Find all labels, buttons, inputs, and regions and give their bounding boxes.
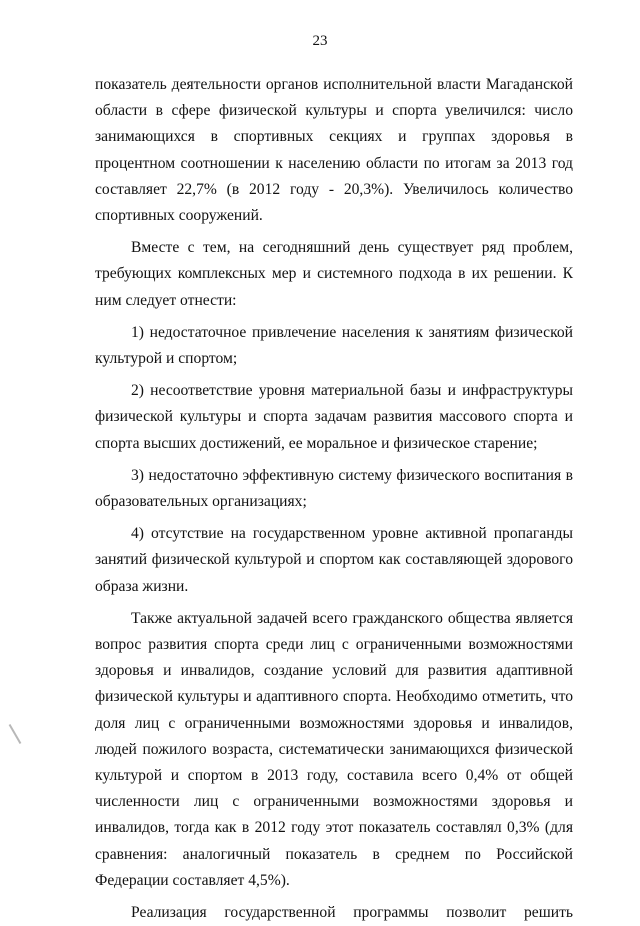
list-item-problem-2: 2) несоответствие уровня материальной базы и инфраструктуры физической культуры и спорта задачам развития массового спорта и спорта высших достижений, ее моральное и физическое старение; — [95, 382, 573, 452]
list-item-problem-1: 1) недостаточное привлечение населения к занятиям физической культурой и спортом; — [95, 323, 573, 368]
paragraph-adaptive-sport: Также актуальной задачей всего гражданского общества является вопрос развития спорта среди лиц с ограниченными возможностями здоровья и инвалидов, создание условий для развития адаптивной физической культуры и адаптивного спорта. Необходимо отметить, что доля лиц с ограниченными возможностями здоровья и инвалидов, людей пожилого возраста, систематически занимающихся физической культурой и спортом в 2013 году, составила всего 0,4% от общей численности лиц с ограниченными возможностями здоровья и инвалидов, тогда как в 2012 году этот показатель составлял 0,3% (для сравнения: аналогичный показатель в среднем по Российской Федерации составляет 4,5%). — [95, 609, 573, 889]
scan-artifact-mark — [9, 724, 22, 744]
document-body — [95, 72, 573, 926]
list-item-problem-4: 4) отсутствие на государственном уровне активной пропаганды занятий физической культурой и спортом как составляющей здорового образа жизни. — [95, 525, 573, 595]
paragraph-program-implementation: Реализация государственной программы позволит решить — [131, 904, 573, 922]
list-item-problem-3: 3) недостаточно эффективную систему физического воспитания в образовательных организациях; — [95, 466, 573, 511]
paragraph-problems-intro: Вместе с тем, на сегодняшний день существует ряд проблем, требующих комплексных мер и системного подхода в их решении. К ним следует отнести: — [95, 239, 573, 309]
page-number: 23 — [312, 33, 328, 49]
paragraph-sport-indicators: показатель деятельности органов исполнительной власти Магаданской области в сфере физической культуры и спорта увеличился: число занимающихся в спортивных секциях и группах здоровья в процентном соотношении к населению области по итогам за 2013 год составляет 22,7% (в 2012 году - 20,3%). Увеличилось количество спортивных сооружений. — [95, 76, 573, 225]
